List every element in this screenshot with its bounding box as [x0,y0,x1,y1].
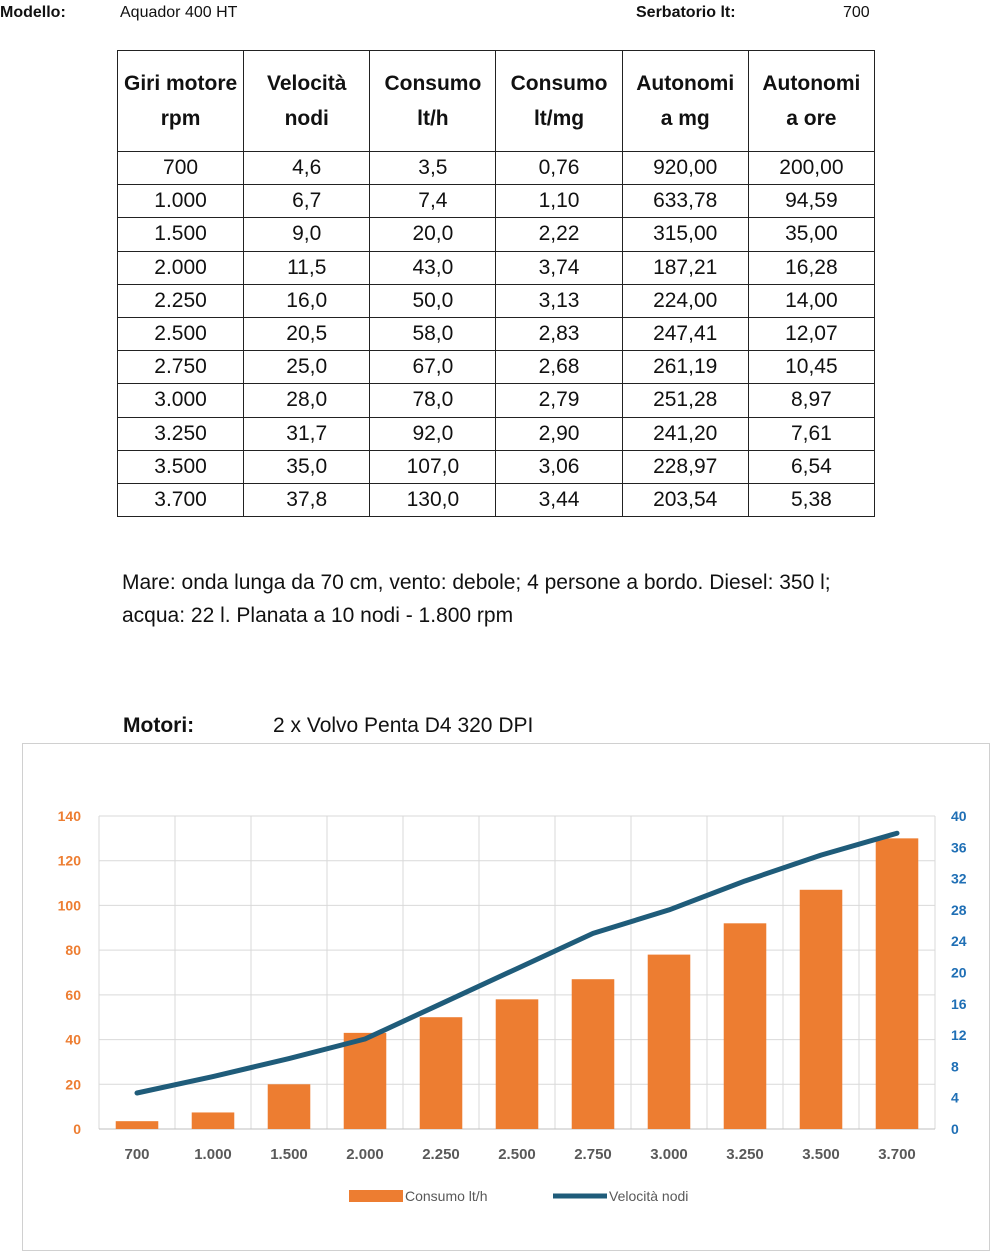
table-cell: 920,00 [622,152,748,185]
x-tick-label: 2.750 [574,1146,612,1163]
x-tick-label: 2.000 [346,1146,384,1163]
y-right-tick-label: 32 [951,870,967,887]
table-cell: 3.500 [118,450,244,483]
x-tick-label: 3.500 [802,1146,840,1163]
bar-consumo [724,923,767,1129]
table-cell: 315,00 [622,218,748,251]
bar-consumo [268,1084,311,1129]
table-row [118,384,875,417]
table-cell: 2,68 [496,351,622,384]
x-tick-label: 3.000 [650,1146,688,1163]
table-cell: 37,8 [244,483,370,516]
table-cell: 633,78 [622,185,748,218]
y-left-tick-label: 40 [65,1031,81,1048]
table-cell: 35,00 [748,218,874,251]
model-label: Modello: [0,4,66,21]
legend-label-consumo: Consumo lt/h [405,1188,488,1204]
bar-consumo [420,1017,463,1129]
engines-value: 2 x Volvo Penta D4 320 DPI [273,714,534,737]
table-cell: 2,79 [496,384,622,417]
y-right-tick-label: 16 [951,995,967,1012]
table-cell: 3,06 [496,450,622,483]
table-row [118,450,875,483]
table-cell: 4,6 [244,152,370,185]
table-cell: 3.000 [118,384,244,417]
table-cell: 3.250 [118,417,244,450]
table-row [118,152,875,185]
performance-table [117,50,875,517]
table-cell: 251,28 [622,384,748,417]
table-cell: 107,0 [370,450,496,483]
table-cell: 92,0 [370,417,496,450]
y-right-tick-label: 36 [951,839,967,856]
col-consumo-ltmg: Consumo lt/mg [496,51,622,152]
table-row [118,317,875,350]
table-row [118,417,875,450]
table-cell: 1,10 [496,185,622,218]
table-row [118,185,875,218]
table-row [118,251,875,284]
table-row [118,351,875,384]
table-row [118,218,875,251]
y-right-tick-label: 8 [951,1058,959,1075]
x-tick-label: 3.250 [726,1146,764,1163]
table-cell: 187,21 [622,251,748,284]
table-cell: 3,5 [370,152,496,185]
y-left-tick-label: 60 [65,986,81,1003]
y-right-tick-label: 28 [951,901,967,918]
table-row [118,483,875,516]
chart-frame [22,743,990,1251]
x-tick-label: 2.500 [498,1146,536,1163]
bar-consumo [648,955,691,1129]
conditions-note: Mare: onda lunga da 70 cm, vento: debole; 4 persone a bordo. Diesel: 350 l; acqua: 22 l. Planata a 10 nodi - 1.800 rpm [122,571,831,627]
engines-label: Motori: [123,714,195,737]
table-cell: 247,41 [622,317,748,350]
table-cell: 20,0 [370,218,496,251]
table-cell: 1.000 [118,185,244,218]
table-cell: 241,20 [622,417,748,450]
table-cell: 58,0 [370,317,496,350]
y-right-tick-label: 0 [951,1121,959,1137]
bar-consumo [116,1121,159,1129]
table-cell: 6,54 [748,450,874,483]
x-tick-label: 1.500 [270,1146,308,1163]
table-cell: 35,0 [244,450,370,483]
table-cell: 224,00 [622,284,748,317]
table-cell: 94,59 [748,185,874,218]
bar-consumo [876,838,919,1129]
bar-consumo [496,999,539,1129]
table-cell: 78,0 [370,384,496,417]
table-cell: 2,83 [496,317,622,350]
table-cell: 3.700 [118,483,244,516]
col-autonomia-ore: Autonomi a ore [748,51,874,152]
model-value: Aquador 400 HT [120,4,238,21]
bar-consumo [344,1033,387,1129]
col-consumo-lth: Consumo lt/h [370,51,496,152]
table-cell: 2.000 [118,251,244,284]
table-cell: 10,45 [748,351,874,384]
y-right-tick-label: 20 [951,964,967,981]
table-cell: 50,0 [370,284,496,317]
table-cell: 130,0 [370,483,496,516]
table-cell: 28,0 [244,384,370,417]
table-cell: 25,0 [244,351,370,384]
table-cell: 9,0 [244,218,370,251]
table-cell: 31,7 [244,417,370,450]
table-header-row [118,51,875,152]
y-right-tick-label: 40 [951,808,967,824]
legend-label-velocita: Velocità nodi [609,1188,689,1204]
x-tick-label: 3.700 [878,1146,916,1163]
bar-consumo [192,1112,235,1129]
table-cell: 2.500 [118,317,244,350]
table-cell: 5,38 [748,483,874,516]
y-right-tick-label: 12 [951,1027,967,1044]
tank-value: 700 [843,4,870,21]
table-cell: 2.250 [118,284,244,317]
table-cell: 16,0 [244,284,370,317]
bar-consumo [572,979,615,1129]
y-right-tick-label: 24 [951,933,967,950]
table-cell: 228,97 [622,450,748,483]
y-right-tick-label: 4 [951,1089,959,1106]
table-cell: 3,44 [496,483,622,516]
x-tick-label: 2.250 [422,1146,460,1163]
tank-label: Serbatorio lt: [636,4,736,21]
table-cell: 8,97 [748,384,874,417]
table-cell: 2,90 [496,417,622,450]
col-giri: Giri motore rpm [118,51,244,152]
table-cell: 3,13 [496,284,622,317]
table-cell: 14,00 [748,284,874,317]
table-cell: 67,0 [370,351,496,384]
table-cell: 261,19 [622,351,748,384]
x-tick-label: 1.000 [194,1146,232,1163]
table-cell: 12,07 [748,317,874,350]
y-left-tick-label: 140 [57,808,81,824]
legend-swatch-consumo [349,1190,403,1202]
x-tick-label: 700 [124,1146,150,1163]
bar-consumo [800,890,843,1129]
table-cell: 11,5 [244,251,370,284]
table-cell: 2,22 [496,218,622,251]
consumption-speed-chart [23,744,989,1250]
table-cell: 3,74 [496,251,622,284]
y-left-tick-label: 80 [65,942,81,959]
table-cell: 200,00 [748,152,874,185]
col-velocita: Velocità nodi [244,51,370,152]
y-left-tick-label: 20 [65,1076,81,1093]
table-cell: 20,5 [244,317,370,350]
table-cell: 43,0 [370,251,496,284]
y-left-tick-label: 120 [57,852,81,869]
table-cell: 1.500 [118,218,244,251]
table-cell: 7,61 [748,417,874,450]
table-cell: 6,7 [244,185,370,218]
table-cell: 16,28 [748,251,874,284]
table-row [118,284,875,317]
y-left-tick-label: 100 [57,897,81,914]
table-cell: 0,76 [496,152,622,185]
table-cell: 700 [118,152,244,185]
table-cell: 203,54 [622,483,748,516]
col-autonomia-mg: Autonomi a mg [622,51,748,152]
table-cell: 7,4 [370,185,496,218]
y-left-tick-label: 0 [73,1121,81,1137]
table-cell: 2.750 [118,351,244,384]
